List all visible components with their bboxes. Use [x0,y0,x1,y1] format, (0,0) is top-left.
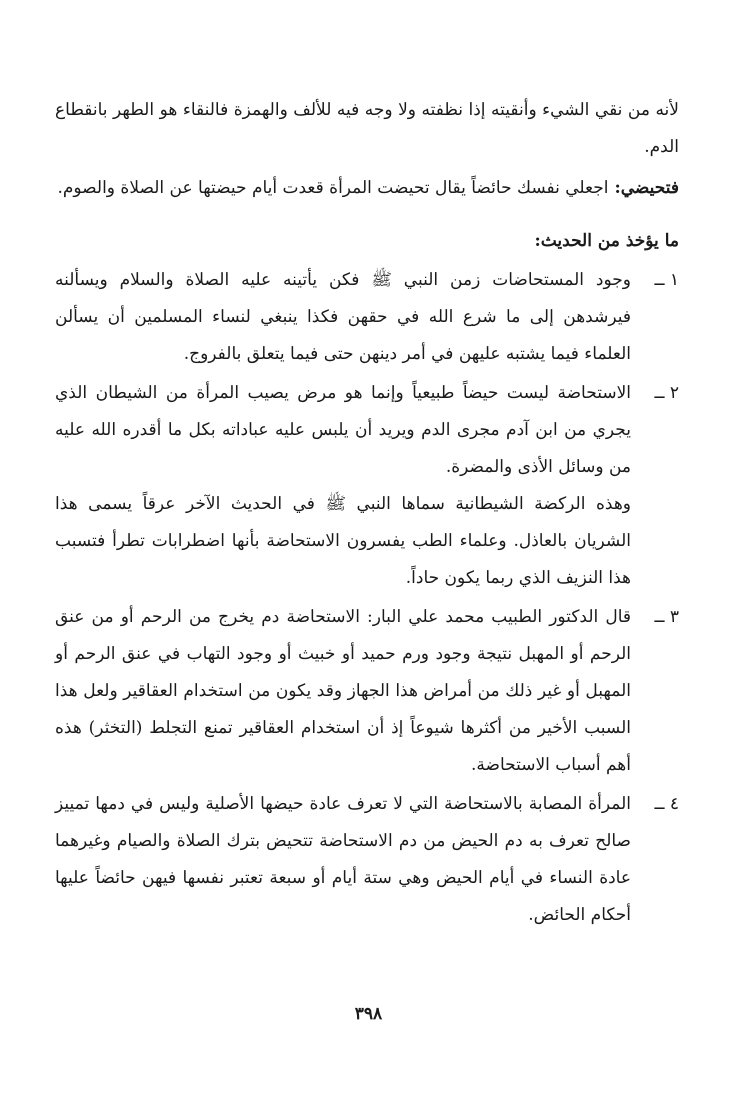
list-item-3 [55,599,679,784]
item-body [55,262,631,373]
list-item-4 [55,786,679,934]
item-continuation: وهذه الركضة الشيطانية سماها النبي ﷺ في الحديث الآخر عرقاً يسمى هذا الشريان بالعاذل. وعلماء الطب يفسرون الاستحاضة بأنها اضطرابات تطرأ فتسبب هذا النزيف الذي ربما يكون حاداً. [55,494,631,588]
item-text: الاستحاضة ليست حيضاً طبيعياً وإنما هو مرض يصيب المرأة من الشيطان الذي يجري من ابن آدم مجرى الدم ويريد أن يلبس عليه عباداته بكل ما أقدره الله عليه من وسائل الأذى والمضرة. [55,383,631,477]
list-item-1 [55,262,679,373]
intro-paragraph: لأنه من نقي الشيء وأنقيته إذا نظفته ولا وجه فيه للألف والهمزة فالنقاء هو الطهر بانقطاع الدم. [55,100,679,157]
item-number: ١ ــ [654,270,679,290]
item-body [55,599,631,784]
page-number: ٣٩٨ [354,1004,383,1024]
section-gap [55,207,679,223]
item-body [55,375,631,597]
item-text: وجود المستحاضات زمن النبي ﷺ فكن يأتينه عليه الصلاة والسلام ويسألنه فيرشدهن إلى ما شرع الله في حقهن فكذا ينبغي لنساء المسلمين أن يسألن العلماء فيما يشتبه عليهن في أمر دينهن حتى فيما يتعلق بالفروج. [55,270,631,364]
definition-term: فتحيضي: [614,178,679,198]
item-number: ٢ ــ [654,383,679,403]
item-number: ٣ ــ [654,607,679,627]
definition-text: اجعلي نفسك حائضاً يقال تحيضت المرأة قعدت أيام حيضتها عن الصلاة والصوم. [57,178,609,198]
definition-paragraph [55,170,679,207]
item-body [55,786,631,934]
item-text: قال الدكتور الطبيب محمد علي البار: الاستحاضة دم يخرج من الرحم أو من عنق الرحم أو المهبل نتيجة وجود ورم حميد أو خبيث أو وجود التهاب في عنق الرحم أو المهبل أو غير ذلك من أمراض هذا الجهاز وقد يكون من استخدام العقاقير ولعل هذا السبب الأخير من أكثرها شيوعاً إذ أن استخدام العقاقير تمنع التجلط (التخثر) هذه أهم أسباب الاستحاضة. [55,607,631,775]
section-heading: ما يؤخذ من الحديث: [534,231,679,251]
item-number: ٤ ــ [654,794,679,814]
item-text: المرأة المصابة بالاستحاضة التي لا تعرف عادة حيضها الأصلية وليس في دمها تمييز صالح تعرف به دم الحيض من دم الاستحاضة تتحيض بترك الصلاة والصيام وغيرهما عادة النساء في أيام الحيض وهي ستة أيام أو سبعة تعتبر نفسها فيهن حائضاً عليها أحكام الحائض. [55,794,631,925]
list-item-2 [55,375,679,597]
